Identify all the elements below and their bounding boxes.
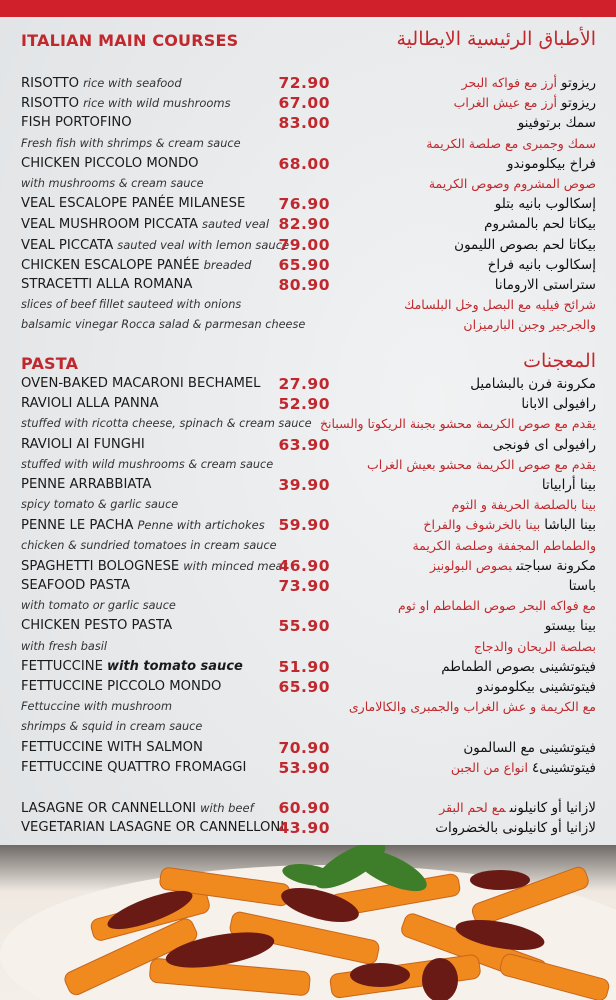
menu-item: [0, 818, 616, 838]
item-name-arabic: فيتوتشينى بيكلوموندو: [476, 679, 596, 695]
description-en: balsamic vinegar Rocca salad & parmesan cheese: [21, 318, 306, 332]
description-en: stuffed with wild mushrooms & cream sauce: [21, 457, 274, 471]
description-en: spicy tomato & garlic sauce: [21, 498, 179, 512]
item-note-arabic: أرز مع عيش الغراب: [453, 95, 558, 111]
description-en: Fettuccine with mushroom: [21, 700, 172, 714]
item-name-en: [21, 235, 289, 256]
description-en: shrimps & squid in cream sauce: [21, 720, 203, 734]
item-note-arabic: مع لحم البقر: [439, 800, 506, 816]
item-name-ar: [451, 758, 596, 778]
item-name-arabic: بينا بيستو: [544, 618, 596, 635]
item-price: 68.00: [278, 154, 330, 173]
menu-item: [0, 374, 616, 394]
item-name-ar: [441, 657, 596, 677]
item-price: 39.90: [278, 476, 330, 494]
description-en: chicken & sundried tomatoes in cream sauce: [21, 538, 277, 552]
section-title-main-courses-arabic: الأطباق الرئيسية الايطالية: [396, 28, 596, 50]
item-price: 63.90: [278, 435, 330, 454]
menu-item: [0, 475, 616, 495]
item-name-ar: [454, 93, 596, 113]
item-note: sauted veal with lemon sauce: [117, 237, 290, 252]
item-price: 73.90: [278, 577, 330, 595]
menu-item-description: [0, 596, 616, 616]
spacer: [0, 778, 616, 798]
item-name-ar: [545, 616, 596, 636]
item-name-arabic: بينا الباشا: [544, 517, 596, 534]
item-price: 72.90: [278, 74, 330, 92]
item-name-ar: [495, 194, 596, 214]
item-name-ar: [493, 435, 596, 455]
item-name-arabic: فيتوتشينى بصوص الطماطم: [441, 658, 596, 675]
item-name-arabic: بيكاتا لحم بصوص الليمون: [454, 236, 596, 253]
item-name-en: [21, 194, 245, 214]
description-ar: يقدم مع صوص الكريمة محشو بعيش الغراب: [366, 456, 596, 472]
item-price: 70.90: [278, 738, 330, 757]
item-name-en: [21, 677, 221, 697]
menu-item-description: [0, 717, 616, 737]
item-note: with beef: [200, 801, 254, 816]
item-note: with minced meat: [183, 558, 288, 573]
menu-item: [0, 798, 616, 818]
menu-item: [0, 738, 616, 758]
description-ar: بينا بالصلصة الحريفة و الثوم: [451, 497, 596, 513]
item-price: 65.90: [278, 255, 330, 274]
menu-item: [0, 194, 616, 214]
description-ar: بصلصة الريحان والدجاج: [473, 638, 596, 654]
item-name: VEAL MUSHROOM PICCATA: [21, 217, 199, 233]
item-name-arabic: سمك برتوفينو: [517, 115, 596, 132]
description-ar: والجرجير وجبن البارميزان: [463, 317, 596, 333]
item-name-arabic: رافيولى الابانا: [521, 396, 596, 413]
item-name-en: [21, 93, 231, 114]
description-en: Fresh fish with shrimps & cream sauce: [21, 136, 241, 150]
description-ar: صوص المشروم وصوص الكريمة: [428, 176, 596, 191]
item-name-en: [21, 73, 182, 94]
item-name-ar: [484, 214, 596, 234]
menu-item: [0, 255, 616, 275]
item-name-arabic: ريزوتو: [561, 95, 596, 112]
menu-item: [0, 214, 616, 234]
item-name-en: [21, 738, 203, 758]
item-price: 80.90: [278, 276, 330, 294]
item-price: 27.90: [278, 375, 330, 393]
item-price: 51.90: [278, 657, 330, 676]
item-name: FETTUCCINE WITH SALMON: [21, 739, 203, 755]
description-ar: شرائح فيليه مع البصل وخل البلسامك: [404, 297, 596, 313]
item-note-arabic: انواع من الجبن: [450, 759, 528, 775]
menu-item: [0, 275, 616, 295]
item-name: SPAGHETTI BOLOGNESE: [21, 558, 180, 574]
description-en: with fresh basil: [21, 639, 108, 653]
item-name: PENNE ARRABBIATA: [21, 477, 152, 492]
item-price: 52.90: [278, 395, 330, 414]
item-name-en: [21, 758, 246, 778]
description-ar: مع فواكه البحر صوص الطماطم او ثوم: [398, 598, 596, 614]
item-name-en: [21, 616, 172, 636]
item-note-arabic: بصوص البولونيز: [429, 557, 513, 573]
menu-item: [0, 616, 616, 636]
menu-item-description: [0, 295, 616, 315]
item-price: 79.00: [278, 235, 330, 254]
item-name: FETTUCCINE: [21, 658, 103, 674]
item-name-en: [21, 374, 261, 394]
menu-item-description: [0, 637, 616, 657]
menu-item: [0, 515, 616, 535]
description-ar: يقدم مع صوص الكريمة محشو بجبنة الريكوتا والسبانخ: [319, 416, 596, 432]
item-name-en: [21, 113, 132, 133]
item-name-en: [21, 214, 269, 235]
item-name-arabic: لازانيا أو كانيلونى بالخضروات: [435, 820, 596, 837]
item-note-arabic: أرز مع فواكه البحر: [461, 75, 558, 90]
menu-item: [0, 435, 616, 455]
item-name-ar: [521, 394, 596, 414]
menu-item: [0, 235, 616, 255]
item-name-en: [21, 154, 199, 174]
item-note: rice with seafood: [83, 76, 182, 90]
item-name: SEAFOOD PASTA: [21, 578, 130, 593]
description-en: with tomato or garlic sauce: [21, 599, 176, 613]
item-name-arabic: بينا أرابياتا: [541, 477, 596, 493]
item-note: breaded: [203, 257, 252, 272]
item-name: CHICKEN PESTO PASTA: [21, 618, 173, 634]
item-note: with tomato sauce: [106, 658, 243, 674]
item-name: RISOTTO: [21, 76, 80, 91]
menu-item-description: [0, 455, 616, 475]
section-title-main-courses: ITALIAN MAIN COURSES: [21, 31, 239, 50]
section-title-pasta: PASTA: [21, 354, 79, 373]
item-name-en: [21, 435, 145, 455]
menu-item: [0, 394, 616, 414]
item-note: rice with wild mushrooms: [83, 96, 231, 111]
item-name-ar: [439, 798, 596, 818]
item-name-ar: [423, 515, 596, 535]
item-name-ar: [463, 738, 596, 758]
item-name-arabic: رافيولى اى فونجى: [492, 436, 596, 453]
description-en: stuffed with ricotta cheese, spinach & cream sauce: [21, 417, 312, 431]
item-name-ar: [518, 113, 596, 133]
item-name: CHICKEN ESCALOPE PANÉE: [21, 257, 200, 273]
item-price: 76.90: [278, 195, 330, 214]
item-name-arabic: لازانيا أو كانيلونى: [509, 800, 596, 817]
menu-item: [0, 758, 616, 778]
item-name-en: [21, 818, 284, 838]
item-name: STRACETTI ALLA ROMANA: [21, 277, 193, 292]
item-name: CHICKEN PICCOLO MONDO: [21, 155, 199, 171]
item-name-arabic: فراخ بيكلوموندو: [507, 155, 596, 172]
description-ar: مع الكريمة و عش الغراب والجمبرى والكالامارى: [348, 699, 596, 715]
menu-item: [0, 677, 616, 697]
item-name-ar: [477, 677, 596, 697]
item-price: 59.90: [278, 516, 330, 535]
item-name-en: [21, 255, 251, 276]
top-red-band: [0, 0, 616, 17]
pasta-dish-photo: [0, 845, 616, 1000]
menu-item: [0, 154, 616, 174]
menu-item: [0, 73, 616, 93]
item-name: FETTUCCINE PICCOLO MONDO: [21, 679, 222, 694]
item-price: 60.90: [278, 799, 330, 818]
item-price: 43.90: [278, 819, 330, 838]
item-name-ar: [495, 275, 596, 295]
menu-item-description: [0, 536, 616, 556]
item-name-ar: [507, 154, 596, 174]
item-name-en: [21, 475, 151, 495]
item-name-arabic: مكرونة فرن بالبشاميل: [470, 376, 596, 392]
item-price: 83.00: [278, 114, 330, 133]
item-name: LASAGNE OR CANNELLONI: [21, 801, 197, 817]
item-name-en: [21, 275, 192, 295]
item-name: RISOTTO: [21, 96, 80, 112]
item-note: Penne with artichokes: [137, 518, 265, 533]
item-price: 55.90: [278, 617, 330, 636]
item-name-en: [21, 556, 287, 577]
item-price: 46.90: [278, 556, 330, 575]
item-name-ar: [454, 235, 596, 255]
item-name: PENNE LE PACHA: [21, 518, 134, 534]
menu-item: [0, 113, 616, 133]
item-name-en: [21, 394, 159, 414]
description-ar: والطماطم المجففة وصلصة الكريمة: [412, 537, 596, 553]
description-en: slices of beef fillet sauteed with onions: [21, 298, 242, 312]
item-name-arabic: إسكالوب بانيه فراخ: [487, 256, 596, 273]
item-name: FISH PORTOFINO: [21, 115, 132, 131]
menu-item: [0, 576, 616, 596]
item-note: sauted veal: [202, 217, 270, 232]
description-en: with mushrooms & cream sauce: [21, 177, 204, 190]
item-name-arabic: ستراستى الارومانا: [494, 277, 596, 293]
description-ar: سمك وجمبرى مع صلصة الكريمة: [426, 135, 596, 151]
menu-item-description: [0, 697, 616, 717]
item-name-en: [21, 798, 254, 819]
item-price: 82.90: [278, 215, 330, 234]
item-name-ar: [430, 556, 596, 576]
item-name: VEGETARIAN LASAGNE OR CANNELLONI: [21, 820, 285, 836]
item-name-ar: [470, 374, 596, 394]
menu-item-description: [0, 174, 616, 194]
item-name-arabic: بيكاتا لحم بالمشروم: [484, 216, 596, 233]
menu-item-description: [0, 134, 616, 154]
menu-item: [0, 657, 616, 677]
item-name-en: [21, 515, 265, 536]
item-name-ar: [462, 73, 596, 93]
item-name: OVEN-BAKED MACARONI BECHAMEL: [21, 376, 261, 391]
item-note-arabic: بينا بالخرشوف والفراخ: [423, 517, 541, 533]
item-name-arabic: مكرونة سباجتى: [516, 557, 596, 574]
menu-item: [0, 93, 616, 113]
item-name-arabic: ريزوتو: [561, 75, 596, 91]
item-name: RAVIOLI ALLA PANNA: [21, 396, 159, 412]
item-name: RAVIOLI AI FUNGHI: [21, 436, 145, 452]
section-title-pasta-arabic: المعجنات: [523, 350, 596, 372]
item-name-arabic: إسكالوب بانيه بتلو: [494, 196, 596, 213]
item-name: FETTUCCINE QUATTRO FROMAGGI: [21, 759, 247, 775]
menu-item-description: [0, 495, 616, 515]
item-name-arabic: فيتوتشينى٤: [531, 759, 596, 776]
item-name-en: [21, 657, 243, 677]
item-name: VEAL ESCALOPE PANÉE MILANESE: [21, 196, 246, 212]
menu-item: [0, 556, 616, 576]
item-price: 67.00: [278, 94, 330, 113]
item-price: 65.90: [278, 678, 330, 696]
item-name-ar: [569, 576, 596, 596]
item-price: 53.90: [278, 758, 330, 777]
item-name-en: [21, 576, 130, 596]
item-name: VEAL PICCATA: [21, 237, 114, 253]
menu-item-description: [0, 414, 616, 434]
item-name-arabic: فيتوتشينى مع السالمون: [463, 739, 596, 756]
menu-item-description: [0, 315, 616, 335]
item-name-ar: [435, 818, 596, 838]
item-name-ar: [542, 475, 596, 495]
item-name-arabic: باستا: [568, 578, 596, 594]
item-name-ar: [488, 255, 596, 275]
